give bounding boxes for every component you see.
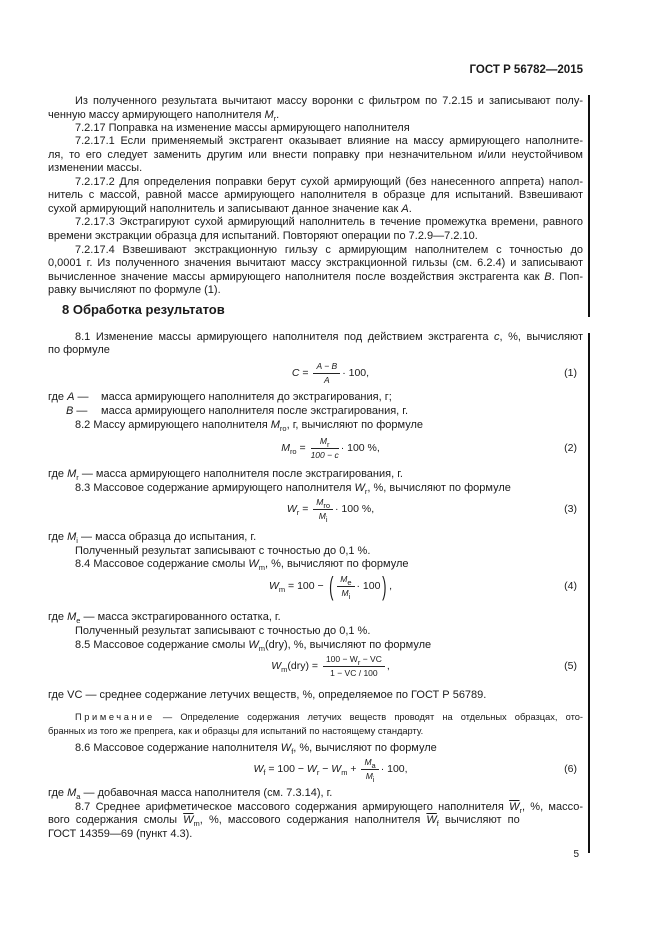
text-line: нитель с массой, равной массе армирующего наполнителя в образце для испытаний. Взвешивают xyxy=(48,189,583,201)
formula-number: (1) xyxy=(564,367,577,379)
text-line: 8.1 Изменение массы армирующего наполнителя под действием экстрагента c, %, вычисляют xyxy=(75,331,584,343)
formula-1: C = $\frac{A - B}{A}$ · 100, xyxy=(291,360,370,385)
formula-number: (4) xyxy=(564,580,577,592)
text-line: изменении массы. xyxy=(48,162,143,174)
text-line: 8.7 Среднее арифметическое массового содержания армирующего наполнителя $\overline{W}_r$, %, массо- xyxy=(75,801,584,815)
text-line: 7.2.17.3 Экстрагируют сухой армирующий наполнитель в течение промежутка времени, равного xyxy=(75,216,583,228)
formula-number: (5) xyxy=(564,660,577,672)
formula-5: $W_m(dry)$ = $\frac{100 - W_r - VC}{1 - VC / 100}$ , xyxy=(271,653,390,678)
text-line: 8.4 Массовое содержание смолы $W_m$, %, вычисляют по формуле xyxy=(75,558,409,572)
text-line: ченную массу армирующего наполнителя $M_r$. xyxy=(48,109,280,123)
formula-2: $M_{ro}$ = $\frac{M_r}{100 - c}$ · 100 %, xyxy=(281,435,380,460)
text-line: Полученный результат записывают с точностью до 0,1 %. xyxy=(75,625,371,637)
where-line: B — xyxy=(66,405,88,417)
where-line: где $M_a$ — добавочная масса наполнителя (см. 7.3.14), г. xyxy=(48,787,333,801)
where-definition: масса армирующего наполнителя после экстрагирования, г. xyxy=(101,405,409,417)
where-line: где $M_i$ — масса образца до испытания, г. xyxy=(48,531,257,545)
note-line: бранных из того же препрега, как и образцы для испытаний по настоящему стандарту. xyxy=(48,726,424,736)
document-header: ГОСТ Р 56782—2015 xyxy=(469,64,583,76)
where-definition: масса армирующего наполнителя до экстрагирования, г; xyxy=(101,391,392,403)
where-line: где $M_r$ — масса армирующего наполнителя после экстрагирования, г. xyxy=(48,468,403,482)
where-line: где VC — среднее содержание летучих веществ, %, определяемое по ГОСТ Р 56789. xyxy=(48,689,487,701)
text-line: вого содержания смолы $\overline{W}_m$, %, массового содержания наполнителя $\overline{W}_f$ вычисляют по xyxy=(48,814,520,828)
text-line: вычисленное значение массы армирующего наполнителя после воздействия экстрагента как B. Поп- xyxy=(48,271,583,283)
formula-6: $W_f = 100 - W_r - W_m$ + $\frac{M_a}{M_i}$ · 100, xyxy=(253,756,408,784)
where-line: где A — xyxy=(48,391,89,403)
text-line: Из полученного результата вычитают массу воронки с фильтром по 7.2.15 и записывают полу- xyxy=(75,95,583,107)
where-line: где $M_e$ — масса экстрагированного остатка, г. xyxy=(48,611,281,625)
formula-number: (2) xyxy=(564,442,577,454)
text-line: ля, то его следует заменить другим или внести поправку при незначительном и/или неустойчивом xyxy=(48,149,583,161)
formula-number: (6) xyxy=(564,763,577,775)
text-line: 8.6 Массовое содержание наполнителя $W_f$, %, вычисляют по формуле xyxy=(75,742,437,756)
change-bar xyxy=(588,95,590,317)
text-line: 7.2.17.4 Взвешивают экстракционную гильзу с армирующим наполнителем с точностью до xyxy=(75,244,583,256)
text-line: 7.2.17.1 Если применяемый экстрагент оказывает влияние на массу армирующего наполните- xyxy=(75,135,583,147)
text-line: ГОСТ 14359—69 (пункт 4.3). xyxy=(48,828,193,840)
text-line: 8.5 Массовое содержание смолы $W_m(dry)$, %, вычисляют по формуле xyxy=(75,639,432,653)
formula-4: $W_m = 100$ − ( $\frac{M_e}{M_i}$ · 100) , xyxy=(268,571,393,602)
text-line: 0,0001 г. Из полученного значения вычитают массу экстракционной гильзы (см. 6.2.4) и записывают xyxy=(48,257,583,269)
section-heading: 8 Обработка результатов xyxy=(62,302,225,317)
subsection-title: 7.2.17 Поправка на изменение массы армирующего наполнителя xyxy=(75,122,410,134)
text-line: 8.2 Массу армирующего наполнителя $M_{ro}$, г, вычисляют по формуле xyxy=(75,419,423,433)
text-line: Полученный результат записывают с точностью до 0,1 %. xyxy=(75,545,371,557)
text-line: сухой армирующий наполнитель и записывают данное значение как A. xyxy=(48,203,412,215)
text-line: по формуле xyxy=(48,344,110,356)
text-line: 7.2.17.2 Для определения поправки берут сухой армирующий (без нанесенного аппрета) напол- xyxy=(75,176,583,188)
text-line: 8.3 Массовое содержание армирующего наполнителя $W_r$, %, вычисляют по формуле xyxy=(75,482,511,496)
page-number: 5 xyxy=(573,849,579,860)
note-line: Примечание — Определение содержания летучих веществ проводят на отдельных образцах, ото- xyxy=(75,712,583,722)
text-line: равку вычисляют по формуле (1). xyxy=(48,284,221,296)
text-line: времени экстракции образца для испытаний. Повторяют операции по 7.2.9—7.2.10. xyxy=(48,230,478,242)
formula-3: $W_r$ = $M_{ro}$ $M_i$ · 100 %, xyxy=(286,496,375,524)
formula-number: (3) xyxy=(564,503,577,515)
